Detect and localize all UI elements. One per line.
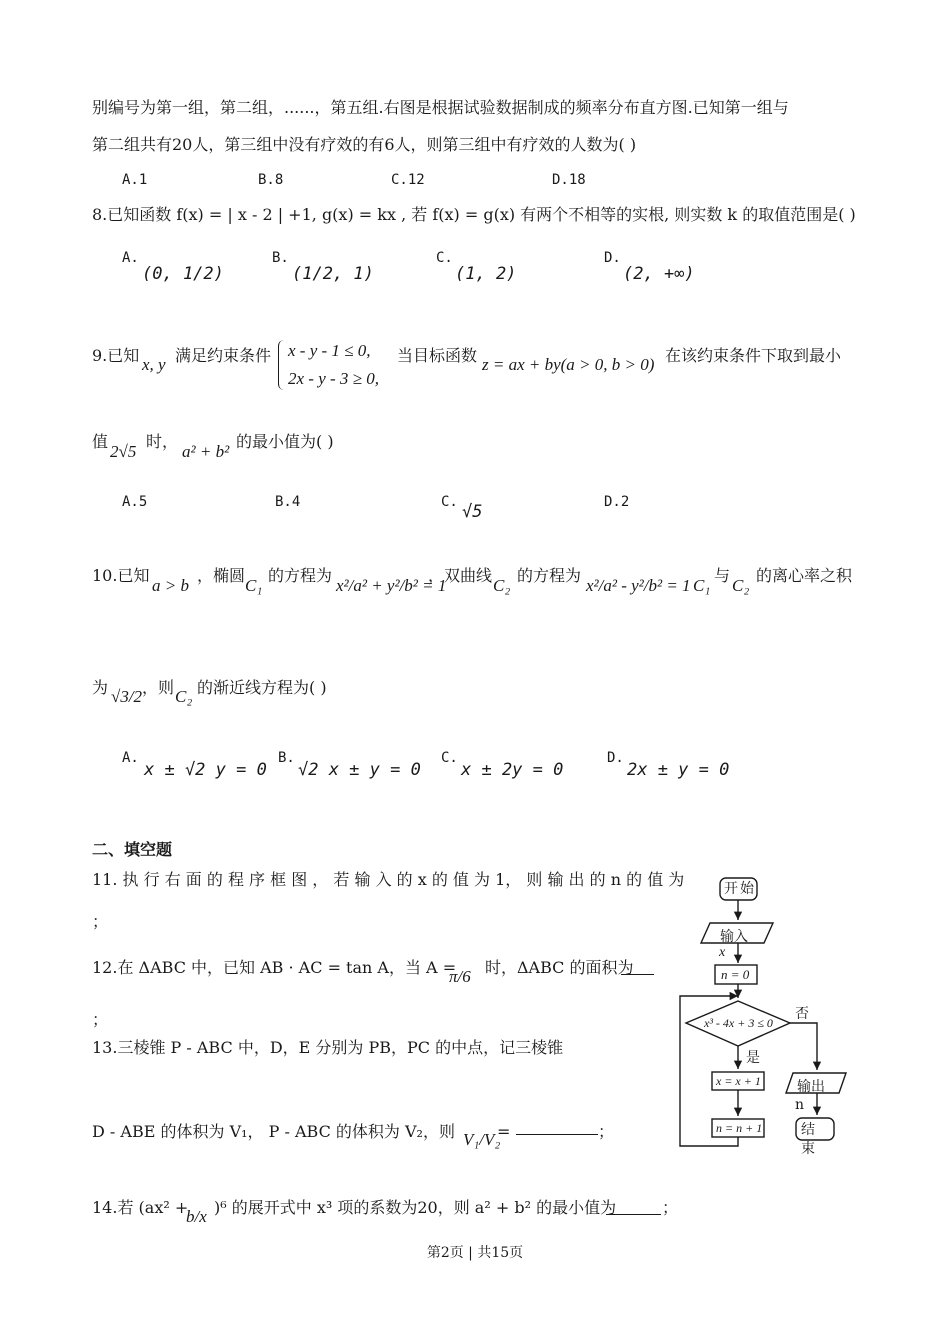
q7-option-a: A.1 (122, 172, 148, 188)
q10-c1-ref: C₁ (693, 576, 711, 595)
flow-input-label: 输入 (720, 929, 748, 945)
q10-option-d-value: 2x ± y = 0 (627, 760, 730, 780)
q9-prefix: 9.已知 (92, 346, 140, 365)
q14-text-a: 14.若 (ax² + (92, 1198, 189, 1217)
q10-c2-ref: C₂ (732, 576, 750, 595)
flow-init-label: n = 0 (721, 967, 750, 982)
q7-line1: 别编号为第一组，第二组，......，第五组.右图是根据试验数据制成的频率分布直方图.已知第一组与 (92, 98, 789, 117)
flow-arrow-no (790, 1023, 817, 1070)
flow-condition-label: x³ - 4x + 3 ≤ 0 (704, 1016, 773, 1030)
q10-hyper-eq: x²/a² - y²/b² = 1 (586, 576, 691, 595)
flow-output-label: 输出 (797, 1079, 825, 1095)
flow-start-label: 开始 (724, 881, 756, 897)
q8-option-d-value: (2, +∞) (623, 264, 695, 284)
q7-option-b: B.8 (258, 172, 284, 188)
q14-text-b: )⁶ 的展开式中 x³ 项的系数为20，则 a² + b² 的最小值为 (214, 1198, 617, 1217)
q10-option-a-label: A. (122, 750, 139, 766)
q10-line2-a: 为 (92, 678, 109, 697)
q8-option-b-label: B. (272, 250, 289, 266)
q9-line2-c: 的最小值为( ) (236, 432, 334, 451)
q10-option-a-value: x ± √2 y = 0 (144, 760, 267, 780)
q12-end: ； (92, 1010, 109, 1029)
q7-option-c: C.12 (391, 172, 425, 188)
q10-cond: a > b (152, 576, 189, 595)
flow-step2-label: n = n + 1 (716, 1121, 763, 1135)
q8-option-d-label: D. (604, 250, 621, 266)
q10-ellipse-eq: x²/a² + y²/b² = 1 (336, 576, 447, 595)
q13-line2-b: = (497, 1122, 511, 1141)
q9-cond-label: 满足约束条件 (175, 346, 272, 365)
q8-option-b-value: (1/2, 1) (292, 264, 374, 284)
q9-cond1: x - y - 1 ≤ 0, (288, 341, 371, 360)
q10-c2-line2: C₂ (175, 687, 193, 706)
q10-c2: C₂ (493, 576, 511, 595)
q10-ellipse-label: ，椭圆 (197, 566, 246, 585)
q10-ecc-tail: 的离心率之积 (756, 566, 853, 585)
q8-option-a-label: A. (122, 250, 139, 266)
q9-tail: 在该约束条件下取到最小 (665, 346, 842, 365)
q10-product: √3/2 (111, 687, 143, 706)
flow-no-label: 否 (795, 1006, 809, 1022)
q12-angle: π/6 (449, 967, 471, 986)
q10-option-b-label: B. (278, 750, 295, 766)
q13-end: ； (598, 1122, 615, 1141)
section-title: 二、填空题 (92, 840, 173, 859)
q12-text-b: 时，ΔABC 的面积为 (485, 958, 634, 977)
q11-text: 11. 执 行 右 面 的 程 序 框 图 ， 若 输 入 的 x 的 值 为 1， 则 输 出 的 n 的 值 为 (92, 870, 685, 889)
q7-option-d: D.18 (552, 172, 586, 188)
flow-end-label: 结束 (801, 1122, 817, 1157)
q8-option-a-value: (0, 1/2) (142, 264, 224, 284)
q10-eq-label-1: 的方程为 (268, 566, 333, 585)
q10-option-c-value: x ± 2y = 0 (461, 760, 564, 780)
q9-line2-b: 时， (146, 432, 179, 451)
flow-yes-label: 是 (746, 1050, 760, 1066)
q10-option-d-label: D. (607, 750, 624, 766)
q12-text-a: 12.在 ΔABC 中，已知 AB · AC = tan A，当 A = (92, 958, 457, 977)
q9-option-c-value: √5 (462, 502, 483, 522)
q13-ratio: V₁/V₂ (463, 1130, 501, 1149)
q9-option-c-label: C. (441, 494, 458, 510)
q9-line2-a: 值 (92, 432, 109, 451)
q9-expr: a² + b² (182, 442, 230, 461)
q9-mid: 当目标函数 (397, 346, 478, 365)
q9-cond2: 2x - y - 3 ≥ 0, (288, 369, 379, 388)
flow-output-var: n (795, 1097, 805, 1113)
q8-option-c-value: (1, 2) (455, 264, 517, 284)
q10-line2-b: ，则 (142, 678, 175, 697)
q13-line1: 13.三棱锥 P - ABC 中，D，E 分别为 PB，PC 的中点，记三棱锥 (92, 1038, 564, 1057)
q11-end: ； (92, 912, 109, 931)
q13-line2-a: D - ABE 的体积为 V₁， P - ABC 的体积为 V₂，则 (92, 1122, 455, 1141)
q9-option-b: B.4 (275, 494, 301, 510)
flow-input-var: x (719, 945, 726, 960)
q9-vars: x, y (142, 355, 166, 374)
q8-option-c-label: C. (436, 250, 453, 266)
q10-eq-label-2: 的方程为 (517, 566, 582, 585)
q10-c1: C₁ (245, 576, 263, 595)
q14-end: ； (662, 1198, 679, 1217)
q10-hyper-label: ，双曲线 (428, 566, 493, 585)
q10-option-c-label: C. (441, 750, 458, 766)
q9-min-value: 2√5 (110, 442, 137, 461)
q10-prefix: 10.已知 (92, 566, 150, 585)
q9-option-a: A.5 (122, 494, 148, 510)
q7-line2: 第二组共有20人，第三组中没有疗效的有6人，则第三组中有疗效的人数为( ) (92, 135, 637, 154)
flow-step1-label: x = x + 1 (716, 1074, 761, 1088)
q10-option-b-value: √2 x ± y = 0 (298, 760, 421, 780)
q10-line2-c: 的渐近线方程为( ) (197, 678, 327, 697)
q9-objective: z = ax + by(a > 0, b > 0) (482, 355, 655, 374)
q10-with: 与 (714, 566, 731, 585)
q9-option-d: D.2 (604, 494, 630, 510)
q8-text: 8.已知函数 f(x) = | x - 2 | +1, g(x) = kx , 若 f(x) = g(x) 有两个不相等的实根, 则实数 k 的取值范围是( ) (92, 205, 856, 224)
page-footer: 第2页 | 共15页 (426, 1245, 524, 1261)
q14-frac: b/x (186, 1207, 207, 1226)
